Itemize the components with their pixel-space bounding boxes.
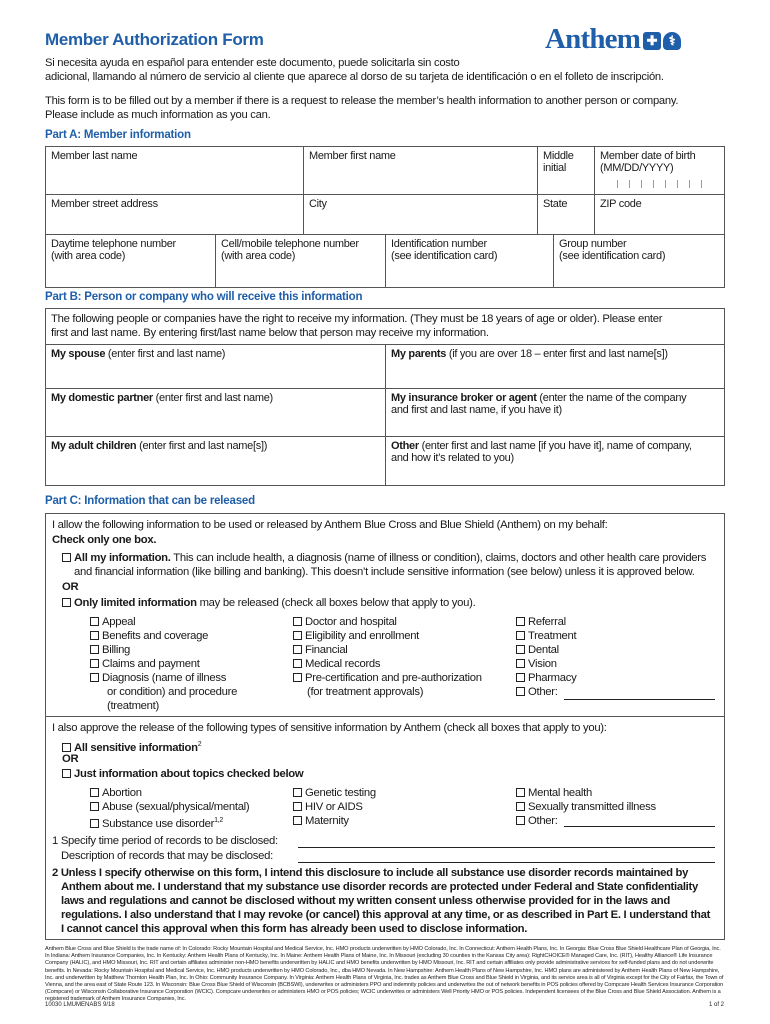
option-abuse-sexual-physical-mental[interactable] bbox=[90, 800, 249, 814]
all-information-checkbox[interactable] bbox=[62, 553, 71, 562]
all-sensitive-option[interactable]: All sensitive information$^2$ bbox=[62, 738, 201, 755]
disclosure-line: Anthem about me. I understand that my substance use disorder records are protected under Federal and State confidentiality bbox=[61, 881, 698, 893]
option-doctor-and-hospital[interactable] bbox=[293, 615, 482, 629]
sensitive-intro: I also approve the release of the following types of sensitive information by Anthem (check all boxes that apply to you): bbox=[52, 722, 607, 734]
all-information-desc: and financial information (like billing and banking). This doesn’t include sensitive information (see below) unless it is approved below. bbox=[74, 566, 695, 578]
option-mental-health[interactable] bbox=[516, 786, 656, 800]
option-medical-records[interactable] bbox=[293, 657, 482, 671]
option-label: Claims and payment bbox=[102, 658, 200, 670]
limited-options-col-3 bbox=[516, 615, 576, 699]
check-one-instruction: Check only one box. bbox=[52, 534, 157, 546]
option-label: Abuse (sexual/physical/mental) bbox=[102, 801, 250, 813]
checkbox-treatment[interactable] bbox=[516, 631, 525, 640]
domestic-partner-field[interactable]: My domestic partner (enter first and last name) bbox=[46, 389, 386, 437]
topics-checkbox[interactable] bbox=[62, 769, 71, 778]
disclosure-line: laws and regulations and cannot be disclosed without my written consent unless otherwise provided for in the laws and bbox=[61, 895, 670, 907]
member-last-name-field[interactable]: Member last name bbox=[46, 147, 304, 195]
option-label: Doctor and hospital bbox=[305, 616, 397, 628]
checkbox-hiv-or-aids[interactable] bbox=[293, 802, 302, 811]
option-label: Abortion bbox=[102, 787, 142, 799]
part-a-heading: Part A: Member information bbox=[45, 129, 191, 141]
checkbox-appeal[interactable] bbox=[90, 617, 99, 626]
option-label: Diagnosis (name of illness bbox=[102, 672, 227, 684]
diagnosis-continued: or condition) and procedure (treatment) bbox=[107, 686, 238, 712]
other-sensitive-line[interactable] bbox=[564, 826, 715, 827]
limited-options-col-2 bbox=[293, 615, 482, 685]
disclosure-line: regulations. I also understand that I may revoke (or cancel) this approval at any time, or as described in Part E. I understand that bbox=[61, 909, 711, 921]
option-label: Pre-certification and pre-authorization bbox=[305, 672, 482, 684]
option-financial[interactable] bbox=[293, 643, 482, 657]
daytime-phone-field[interactable]: Daytime telephone number (with area code) bbox=[46, 235, 216, 287]
checkbox-substance-use-disorder[interactable] bbox=[90, 819, 99, 828]
form-code: 10030 LMUMENABS 9/18 bbox=[45, 1002, 115, 1008]
page-number: 1 of 2 bbox=[708, 1002, 724, 1008]
option-label: Appeal bbox=[102, 616, 136, 628]
checkbox-mental-health[interactable] bbox=[516, 788, 525, 797]
option-maternity[interactable] bbox=[293, 814, 376, 828]
option-label: Substance use disorder bbox=[102, 818, 215, 830]
sensitive-col-3 bbox=[516, 786, 656, 828]
checkbox-dental[interactable] bbox=[516, 645, 525, 654]
option-label: Sexually transmitted illness bbox=[528, 801, 656, 813]
option-genetic-testing[interactable] bbox=[293, 786, 376, 800]
checkbox-doctor-and-hospital[interactable] bbox=[293, 617, 302, 626]
option-label: Dental bbox=[528, 644, 559, 656]
option-label: Vision bbox=[528, 658, 557, 670]
option-referral[interactable] bbox=[516, 615, 576, 629]
date-tick-marks bbox=[617, 180, 702, 188]
checkbox-other[interactable] bbox=[516, 687, 525, 696]
legal-footer: Anthem Blue Cross and Blue Shield is the trade name of: In Colorado: Rocky Mountain Hospital and Medical Service, Inc. HMO products underwritten by HMO Colorado, Inc. In Connecticut: Anthem Health Plans, Inc. In Georgia: Blue Cross Blue Shield Healthcare Plan of Georgia, Inc. In Indiana: Anthem Insurance Companies, Inc. In Kentucky: Anthem Health Plans of Kentucky, Inc. In Maine: Anthem Health Plans of Maine, Inc. In Missouri (excluding 30 counties in the Kansas City area): RightCHOICE® Managed Care, Inc. (RIT), Healthy Alliance® Life Insurance Company (HALIC), and HMO Missouri, Inc. RIT and certain affiliates administer non-HMO benefits underwritten by HALIC and HMO benefits underwritten by HMO Missouri, Inc. RIT and certain affiliates only provide administrative services for self-funded plans and do not underwrite benefits. In Nevada: Rocky Mountain Hospital and Medical Service, Inc. HMO products underwritten by HMO Colorado, Inc., dba HMO Nevada. In New Hampshire: Anthem Health Plans of New Hampshire, Inc. HMO plans are administered by Anthem Health Plans of New Hampshire, Inc. and underwritten by Matthew Thornton Health Plan, Inc. In Ohio: Community Insurance Company. In Virginia: Anthem Health Plans of Virginia, Inc. trades as Anthem Blue Cross and Blue Shield in Virginia, and its service area is all of Virginia except for the City of Fairfax, the Town of Vienna, and the area east of State Route 123. In Wisconsin: Blue Cross Blue Shield of Wisconsin (BCBSWI), underwrites or administers PPO and indemnity policies and underwrites the out of network benefits in POS policies offered by Compcare Health Services Insurance Corporation (Compcare) or Wisconsin Collaborative Insurance Corporation (WCIC). Compcare underwrites or administers HMO or POS policies; WCIC underwrites or administers Well Priority HMO or POS policies. Independent licensees of the Blue Cross and Blue Shield Association. Anthem is a registered trademark of Anthem Insurance Companies, Inc. bbox=[45, 946, 724, 1003]
option-eligibility-and-enrollment[interactable] bbox=[293, 629, 482, 643]
anthem-logo bbox=[545, 22, 725, 56]
disclosure-line: 2 Unless I specify otherwise on this form, I intend this disclosure to include all substance use disorder records maintained by bbox=[52, 867, 689, 879]
option-label: Genetic testing bbox=[305, 787, 376, 799]
all-sensitive-checkbox[interactable] bbox=[62, 743, 71, 752]
logo-wordmark: Anthem bbox=[545, 22, 641, 55]
date-of-birth-field[interactable]: Member date of birth (MM/DD/YYYY) bbox=[595, 147, 724, 195]
street-address-field[interactable]: Member street address bbox=[46, 195, 304, 235]
sensitive-col-2 bbox=[293, 786, 376, 828]
other-recipient-field[interactable]: Other (enter first and last name [if you have it], name of company, and how it’s related to you) bbox=[391, 440, 692, 464]
option-benefits-and-coverage[interactable] bbox=[90, 629, 226, 643]
checkbox-abortion[interactable] bbox=[90, 788, 99, 797]
option-label: Medical records bbox=[305, 658, 381, 670]
time-period-line[interactable] bbox=[298, 847, 715, 848]
checkbox-diagnosis-name-of-illness[interactable] bbox=[90, 673, 99, 682]
records-description-line[interactable] bbox=[298, 862, 715, 863]
option-label: HIV or AIDS bbox=[305, 801, 363, 813]
substance-use-disclosure-note bbox=[52, 866, 710, 936]
middle-initial-field[interactable]: Middle initial bbox=[538, 147, 595, 195]
option-label: Billing bbox=[102, 644, 131, 656]
option-treatment[interactable] bbox=[516, 629, 576, 643]
checkbox-other[interactable] bbox=[516, 816, 525, 825]
parents-field[interactable]: My parents (if you are over 18 – enter first and last name[s]) bbox=[386, 345, 724, 389]
spouse-field[interactable]: My spouse (enter first and last name) bbox=[46, 345, 386, 389]
option-diagnosis-name-of-illness[interactable] bbox=[90, 671, 226, 685]
sensitive-col-1 bbox=[90, 786, 249, 831]
member-info-table bbox=[45, 146, 725, 288]
option-other[interactable] bbox=[516, 685, 576, 699]
option-dental[interactable] bbox=[516, 643, 576, 657]
option-sexually-transmitted-illness[interactable] bbox=[516, 800, 656, 814]
option-label: Referral bbox=[528, 616, 566, 628]
checkbox-eligibility-and-enrollment[interactable] bbox=[293, 631, 302, 640]
checkbox-sexually-transmitted-illness[interactable] bbox=[516, 802, 525, 811]
option-claims-and-payment[interactable] bbox=[90, 657, 226, 671]
identification-number-field[interactable]: Identification number (see identification card) bbox=[386, 235, 554, 287]
blue-shield-icon: ⚕ bbox=[663, 32, 681, 50]
blue-cross-icon: ✚ bbox=[643, 32, 661, 50]
section-divider bbox=[45, 716, 725, 717]
checkbox-abuse-sexual-physical-mental[interactable] bbox=[90, 802, 99, 811]
limited-options-col-1 bbox=[90, 615, 226, 685]
option-label: Eligibility and enrollment bbox=[305, 630, 420, 642]
checkbox-pharmacy[interactable] bbox=[516, 673, 525, 682]
part-b-instructions: The following people or companies have the right to receive my information. (They must be 18 years of age or older). Please enter first and last name. By entering first/last name below that person may receive my information. bbox=[46, 309, 724, 345]
records-description-label: Description of records that may be disclosed: bbox=[61, 850, 273, 862]
checkbox-medical-records[interactable] bbox=[293, 659, 302, 668]
checkbox-referral[interactable] bbox=[516, 617, 525, 626]
insurance-broker-field[interactable]: My insurance broker or agent (enter the name of the company and first and last name, if you have it) bbox=[386, 389, 724, 437]
checkbox-maternity[interactable] bbox=[293, 816, 302, 825]
member-first-name-field[interactable]: Member first name bbox=[304, 147, 538, 195]
checkbox-benefits-and-coverage[interactable] bbox=[90, 631, 99, 640]
or-label: OR bbox=[62, 581, 79, 593]
precert-continued: (for treatment approvals) bbox=[307, 686, 424, 698]
topics-option[interactable]: Just information about topics checked below bbox=[62, 767, 303, 781]
cell-phone-field[interactable]: Cell/mobile telephone number (with area code) bbox=[216, 235, 386, 287]
option-hiv-or-aids[interactable] bbox=[293, 800, 376, 814]
disclosure-line: I cannot cancel this approval when this form has already been used to disclose information. bbox=[61, 923, 528, 935]
option-label: Other: bbox=[528, 815, 558, 827]
option-appeal[interactable] bbox=[90, 615, 226, 629]
option-vision[interactable] bbox=[516, 657, 576, 671]
allow-statement: I allow the following information to be used or released by Anthem Blue Cross and Blue Shield (Anthem) on my behalf: bbox=[52, 519, 608, 531]
time-period-label: 1 Specify time period of records to be disclosed: bbox=[52, 835, 278, 847]
spanish-notice: Si necesita ayuda en español para entender este documento, puede solicitarla sin costo adicional, llamando al número de servicio al cliente que aparece al dorso de su tarjeta de identificación o en el folleto de inscripción. bbox=[45, 57, 664, 83]
zip-code-field[interactable]: ZIP code bbox=[595, 195, 724, 235]
checkbox-vision[interactable] bbox=[516, 659, 525, 668]
option-label: Treatment bbox=[528, 630, 577, 642]
option-substance-use-disorder[interactable] bbox=[90, 814, 249, 831]
part-c-heading: Part C: Information that can be released bbox=[45, 495, 255, 507]
option-label: Mental health bbox=[528, 787, 592, 799]
option-pharmacy[interactable] bbox=[516, 671, 576, 685]
footnote-ref: 1,2 bbox=[214, 817, 223, 824]
part-b-heading: Part B: Person or company who will receive this information bbox=[45, 291, 363, 303]
recipient-table bbox=[45, 308, 725, 486]
option-label: Pharmacy bbox=[528, 672, 577, 684]
option-billing[interactable] bbox=[90, 643, 226, 657]
other-limited-line[interactable] bbox=[564, 699, 715, 700]
all-information-option[interactable]: All my information. This can include health, a diagnosis (name of illness or condition), claims, doctors and other health care providers bbox=[62, 551, 706, 565]
checkbox-billing[interactable] bbox=[90, 645, 99, 654]
state-field[interactable]: State bbox=[538, 195, 595, 235]
option-pre-certification-and-pre-auth[interactable] bbox=[293, 671, 482, 685]
or-label-2: OR bbox=[62, 753, 79, 765]
group-number-field[interactable]: Group number (see identification card) bbox=[559, 238, 666, 262]
limited-information-checkbox[interactable] bbox=[62, 598, 71, 607]
adult-children-field[interactable]: My adult children (enter first and last name[s]) bbox=[46, 437, 386, 485]
option-label: Benefits and coverage bbox=[102, 630, 209, 642]
option-label: Financial bbox=[305, 644, 348, 656]
checkbox-claims-and-payment[interactable] bbox=[90, 659, 99, 668]
limited-information-option[interactable]: Only limited information may be released (check all boxes below that apply to you). bbox=[62, 596, 475, 610]
city-field[interactable]: City bbox=[304, 195, 538, 235]
checkbox-genetic-testing[interactable] bbox=[293, 788, 302, 797]
option-label: Maternity bbox=[305, 815, 349, 827]
checkbox-pre-certification-and-pre-auth[interactable] bbox=[293, 673, 302, 682]
form-instructions: This form is to be filled out by a member if there is a request to release the member’s health information to another person or company. Please include as much information as you can. bbox=[45, 95, 679, 121]
option-label: Other: bbox=[528, 686, 558, 698]
option-abortion[interactable] bbox=[90, 786, 249, 800]
form-title: Member Authorization Form bbox=[45, 30, 264, 49]
checkbox-financial[interactable] bbox=[293, 645, 302, 654]
